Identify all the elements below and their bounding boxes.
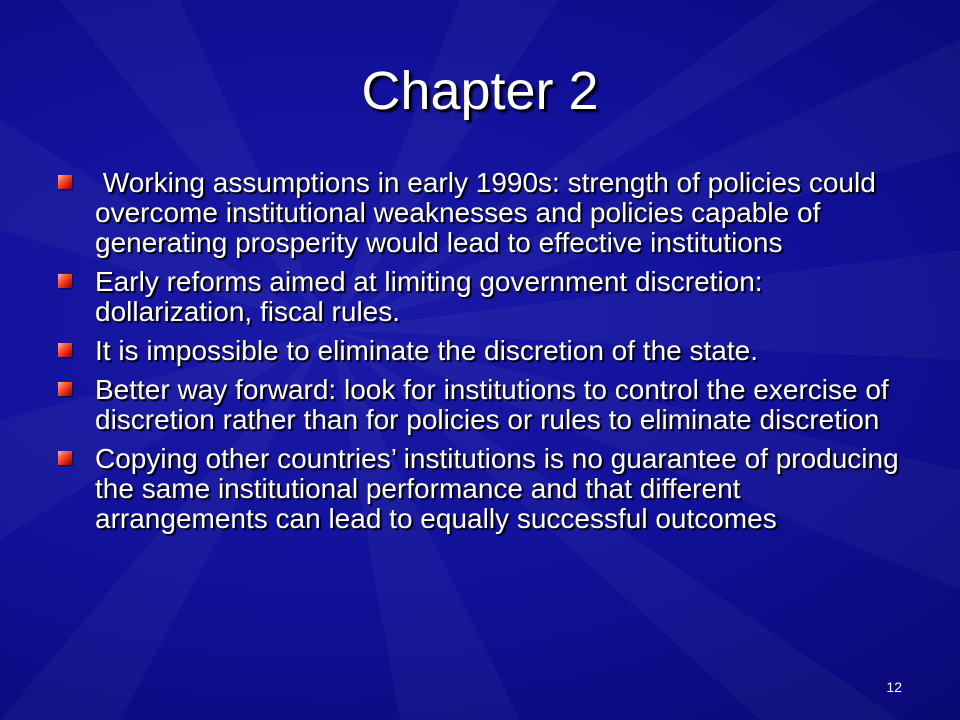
- bullet-item: [58, 267, 918, 327]
- bullet-text: Better way forward: look for institutions to control the exercise of discretion rather than for policies or rules to eliminate discretion: [95, 374, 889, 435]
- bullet-list: [58, 168, 918, 543]
- page-number: 12: [886, 679, 902, 695]
- bullet-text: Working assumptions in early 1990s: strength of policies could overcome institutional weaknesses and policies capable of generating prosperity would lead to effective institutions: [95, 167, 884, 258]
- bullet-marker-icon: [58, 175, 72, 189]
- bullet-item: [58, 444, 918, 534]
- bullet-marker-icon: [58, 274, 72, 288]
- bullet-item: [58, 168, 918, 258]
- bullet-text: It is impossible to eliminate the discretion of the state.: [95, 335, 758, 366]
- bullet-text: Early reforms aimed at limiting government discretion: dollarization, fiscal rules.: [95, 266, 763, 327]
- bullet-item: [58, 375, 918, 435]
- bullet-marker-icon: [58, 382, 72, 396]
- slide-title: Chapter 2: [361, 61, 599, 121]
- bullet-marker-icon: [58, 451, 72, 465]
- bullet-marker-icon: [58, 343, 72, 357]
- bullet-text: Copying other countries’ institutions is no guarantee of producing the same institutional performance and that different arrangements can lead to equally successful outcomes: [95, 443, 899, 534]
- bullet-item: [58, 336, 918, 366]
